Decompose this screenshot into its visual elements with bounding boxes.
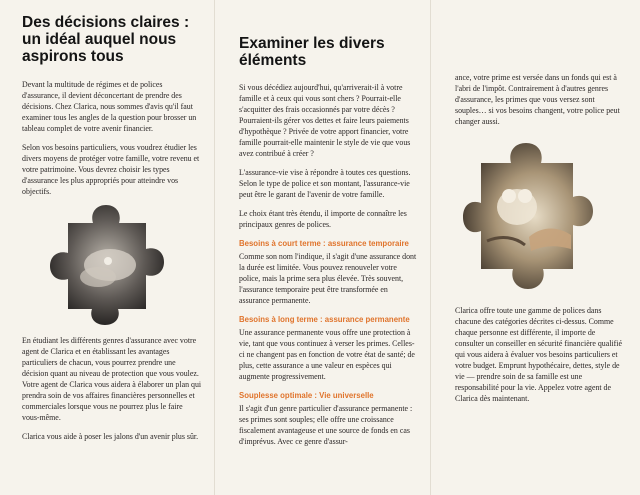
puzzle-family-graphic — [459, 141, 599, 291]
paragraph: L'assurance-vie vise à répondre à toutes ces questions. Selon le type de police et son montant, l'assurance-vie peut être le garant de l'avenir de votre famille. — [239, 168, 411, 199]
paragraph: Le choix étant très étendu, il importe de connaître les principaux genres de polices. — [239, 209, 407, 229]
puzzle-hands-graphic — [38, 205, 178, 325]
paragraph: ance, votre prime est versée dans un fonds qui est à l'abri de l'impôt. Contrairement à d'autres genres d'assurance, les primes que vous versez sont souples… si vos besoins changent, votre police peut changer aussi. — [455, 73, 620, 126]
paragraph: Devant la multitude de régimes et de polices d'assurance, il devient déconcertant de prendre des décisions. Chez Clarica, nous sommes d'avis qu'il faut examiner tous les angles de la question pour brosser un tableau complet de votre avenir financier. — [22, 80, 197, 133]
title-examiner: Examiner les divers éléments — [239, 35, 385, 69]
paragraph: En étudiant les différents genres d'assurance avec votre agent de Clarica et en établissant les avantages particuliers de chacun, vous pourrez prendre une décision quant au niveau de protection que vous voulez. Votre agent de Clarica vous aidera à élaborer un plan qui prendra soin de vos affaires financières personnelles et commerciales lorsque vous ne pourrez plus le faire vous-même. — [22, 336, 202, 422]
paragraph: Comme son nom l'indique, il s'agit d'une assurance dont la durée est limitée. Vous pouvez renouveler votre police, mais la prime sera plus élevée. Très souvent, l'assurance temporaire peut être transformée en assurance permanente. — [239, 252, 417, 305]
subheading-short-term: Besoins à court terme : assurance temporaire — [239, 239, 409, 248]
paragraph: Clarica offre toute une gamme de polices dans chacune des catégories décrites ci-dessus. Comme chaque personne est différente, il importe de consulter un conseiller en sécurité financière qualifié qui vous aidera à évaluer vos besoins particuliers et votre budget. Emprunt hypothécaire, dettes, style de vie — prendre soin de sa famille est une responsabilité pour la vie. Appelez votre agent de Clarica dès maintenant. — [455, 306, 622, 403]
paragraph: Il s'agit d'un genre particulier d'assurance permanente : ses primes sont souples; elle offre une croissance fiscalement avantageuse et une source de fonds en cas d'imprévus. Avec ce genre d'assur- — [239, 404, 413, 446]
subheading-universal-life: Souplesse optimale : Vie universelle — [239, 391, 374, 400]
paragraph: Une assurance permanente vous offre une protection à vie, tant que vous continuez à verser les primes. Celles-ci ne changent pas en fonction de votre état de santé; de plus, cette assurance a une valeur en espèces qui augmente progressivement. — [239, 328, 415, 381]
column-right — [430, 0, 640, 495]
puzzle-piece-hands-image — [38, 205, 178, 325]
paragraph: Clarica vous aide à poser les jalons d'un avenir plus sûr. — [22, 432, 199, 441]
column-middle — [214, 0, 430, 495]
puzzle-piece-family-image — [459, 141, 599, 291]
paragraph: Selon vos besoins particuliers, vous voudrez étudier les divers moyens de protéger votre famille, votre revenu et votre patrimoine. Vous devrez choisir les types d'assurance les plus appropriés pour atteindre vos objectifs. — [22, 143, 200, 196]
paragraph: Si vous décédiez aujourd'hui, qu'arriverait-il à votre famille et à ceux qui vous sont chers ? Pourrait-elle s'acquitter des frais occasionnés par votre décès ? Pourraient-ils gérer vos dettes et faire leurs paiements d'hypothèque ? Privée de votre apport financier, votre famille pourrait-elle maintenir le style de vie que vous avez contribué à créer ? — [239, 83, 411, 158]
title-decisions: Des décisions claires : un idéal auquel nous aspirons tous — [22, 14, 190, 65]
column-left — [0, 0, 214, 495]
subheading-long-term: Besoins à long terme : assurance permanente — [239, 315, 410, 324]
